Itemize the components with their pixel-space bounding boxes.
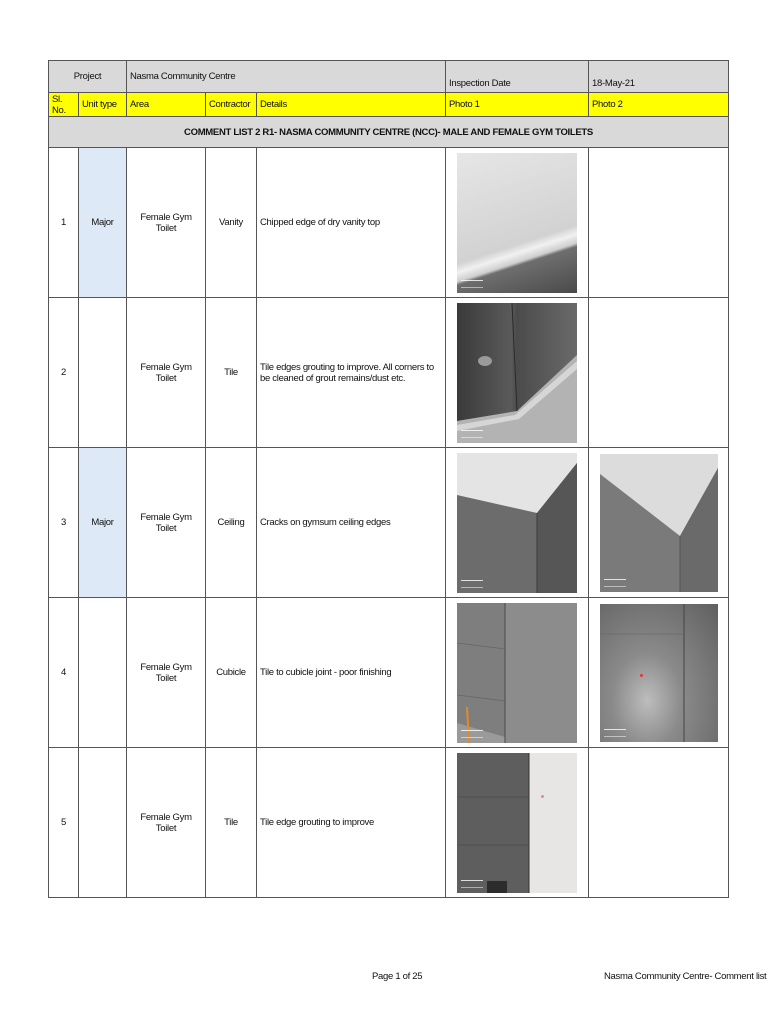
page-number: Page 1 of 25: [372, 971, 423, 982]
contractor-cell: Cubicle: [206, 598, 257, 748]
photo-1-cell: [446, 298, 589, 448]
tile-corner-grout-photo: [457, 303, 577, 443]
photo-2-cell: [589, 598, 729, 748]
contractor-cell: Ceiling: [206, 448, 257, 598]
photo-timestamp-mark: [604, 729, 626, 737]
photo-1-cell: [446, 598, 589, 748]
photo-timestamp-mark: [461, 430, 483, 438]
header-contractor: Contractor: [206, 93, 257, 117]
ceiling-crack-shape: [600, 454, 718, 592]
photo-timestamp-mark: [604, 579, 626, 587]
row-number: 5: [49, 748, 79, 898]
photo-2-cell: [589, 448, 729, 598]
table-row: [49, 598, 729, 748]
contractor-cell: Vanity: [206, 148, 257, 298]
project-label: Project: [49, 61, 127, 93]
photo-2-cell: [589, 298, 729, 448]
comment-list-sheet: [48, 60, 728, 898]
table-row: [49, 448, 729, 598]
comment-table: [48, 60, 729, 898]
inspection-date-label: Inspection Date: [446, 61, 589, 93]
header-unit-type: Unit type: [79, 93, 127, 117]
document-footer-title: Nasma Community Centre- Comment list: [604, 971, 767, 982]
unit-type-cell: Major: [79, 148, 127, 298]
area-cell: Female Gym Toilet: [127, 298, 206, 448]
area-cell: Female Gym Toilet: [127, 748, 206, 898]
photo-1-cell: [446, 148, 589, 298]
header-photo-2: Photo 2: [589, 93, 729, 117]
tile-floor-shape: [457, 303, 577, 443]
defect-marker: [541, 795, 544, 798]
meta-row: [49, 61, 729, 93]
header-details: Details: [257, 93, 446, 117]
row-number: 4: [49, 598, 79, 748]
cubicle-joint-shape: [457, 603, 577, 743]
header-photo-1: Photo 1: [446, 93, 589, 117]
inspection-date-value: 18-May-21: [589, 61, 729, 93]
photo-timestamp-mark: [461, 730, 483, 738]
ceiling-corner-shape: [457, 453, 577, 593]
table-row: [49, 748, 729, 898]
table-row: [49, 298, 729, 448]
area-cell: Female Gym Toilet: [127, 598, 206, 748]
details-cell: Chipped edge of dry vanity top: [257, 148, 446, 298]
contractor-cell: Tile: [206, 748, 257, 898]
ceiling-crack-photo: [600, 454, 718, 592]
unit-type-cell: Major: [79, 448, 127, 598]
header-sl-no: Sl. No.: [49, 93, 79, 117]
details-cell: Tile to cubicle joint - poor finishing: [257, 598, 446, 748]
details-cell: Tile edges grouting to improve. All corners to be cleaned of grout remains/dust etc.: [257, 298, 446, 448]
title-row: [49, 117, 729, 148]
cubicle-joint-photo: [457, 603, 577, 743]
details-cell: Cracks on gymsum ceiling edges: [257, 448, 446, 598]
area-cell: Female Gym Toilet: [127, 448, 206, 598]
header-area: Area: [127, 93, 206, 117]
photo-1-cell: [446, 748, 589, 898]
photo-timestamp-mark: [461, 580, 483, 588]
row-number: 3: [49, 448, 79, 598]
details-cell: Tile edge grouting to improve: [257, 748, 446, 898]
cubicle-floor-shape: [600, 604, 718, 742]
ceiling-edge-photo: [457, 453, 577, 593]
contractor-cell: Tile: [206, 298, 257, 448]
unit-type-cell: [79, 748, 127, 898]
cubicle-finish-photo: [600, 604, 718, 742]
defect-marker: [640, 674, 643, 677]
unit-type-cell: [79, 598, 127, 748]
header-row: [49, 93, 729, 117]
photo-2-cell: [589, 748, 729, 898]
photo-2-cell: [589, 148, 729, 298]
vanity-top-edge-photo: [457, 153, 577, 293]
area-cell: Female Gym Toilet: [127, 148, 206, 298]
tile-wall-shape: [457, 753, 577, 893]
comment-list-title: COMMENT LIST 2 R1- NASMA COMMUNITY CENTRE (NCC)- MALE AND FEMALE GYM TOILETS: [49, 117, 729, 148]
table-row: [49, 148, 729, 298]
unit-type-cell: [79, 298, 127, 448]
photo-timestamp-mark: [461, 280, 483, 288]
row-number: 2: [49, 298, 79, 448]
project-value: Nasma Community Centre: [127, 61, 446, 93]
photo-1-cell: [446, 448, 589, 598]
tile-edge-grout-photo: [457, 753, 577, 893]
photo-timestamp-mark: [461, 880, 483, 888]
row-number: 1: [49, 148, 79, 298]
